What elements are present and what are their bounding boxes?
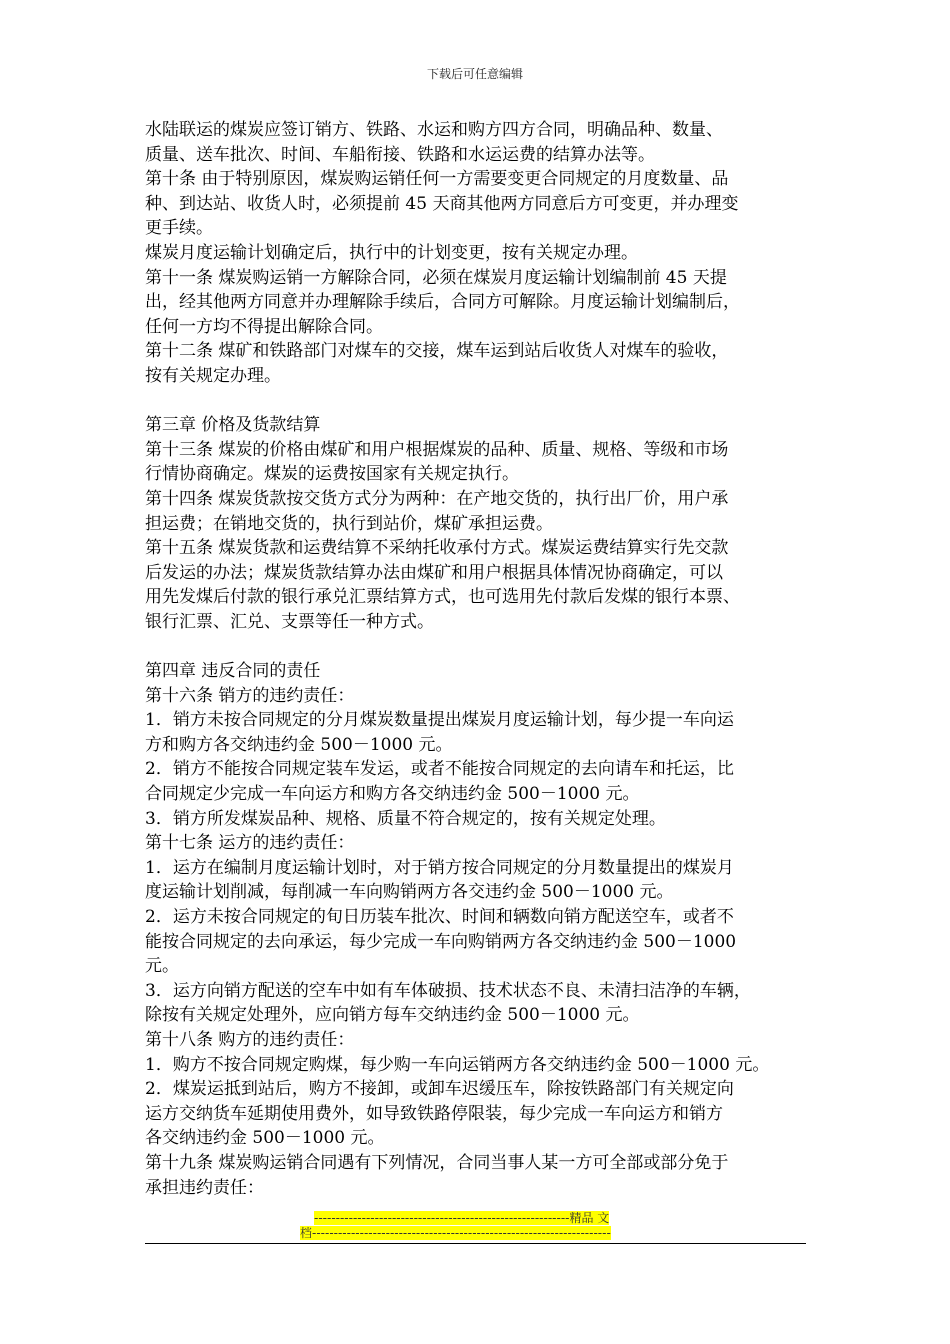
text-line: 除按有关规定处理外，应向销方每车交纳违约金 500－1000 元。 — [145, 1005, 640, 1026]
text-line: 第十二条 煤矿和铁路部门对煤车的交接，煤车运到站后收货人对煤车的验收， — [145, 341, 729, 362]
paragraph — [145, 167, 815, 241]
blank-line — [145, 634, 815, 659]
text-line: 银行汇票、汇兑、支票等任一种方式。 — [145, 611, 434, 632]
paragraph — [145, 708, 815, 757]
text-line: 方和购方各交纳违约金 500－1000 元。 — [145, 734, 453, 755]
text-line: 种、到达站、收货人时，必须提前 45 天商其他两方同意后方可变更，并办理变 — [145, 193, 739, 214]
paragraph — [145, 413, 815, 438]
text-line: 元。 — [145, 956, 179, 977]
paragraph — [145, 905, 815, 979]
paragraph — [145, 979, 815, 1028]
text-line: 运方交纳货车延期使用费外，如导致铁路停限装，每少完成一车向运方和销方 — [145, 1103, 723, 1124]
text-line: 承担违约责任： — [145, 1177, 264, 1198]
paragraph — [145, 536, 815, 634]
text-line: 第十一条 煤炭购运销一方解除合同，必须在煤炭月度运输计划编制前 45 天提 — [145, 267, 727, 288]
paragraph — [145, 266, 815, 340]
text-line: 度运输计划削减，每削减一车向购销两方各交违约金 500－1000 元。 — [145, 882, 674, 903]
footer-banner-line-1 — [300, 1211, 650, 1226]
text-line: 质量、送车批次、时间、车船衔接、铁路和水运运费的结算办法等。 — [145, 144, 655, 165]
paragraph — [145, 339, 815, 388]
page-header-note: 下载后可任意编辑 — [426, 67, 523, 81]
paragraph — [145, 438, 815, 487]
text-line: 任何一方均不得提出解除合同。 — [145, 316, 383, 337]
paragraph — [145, 1151, 815, 1200]
text-line: 2．销方不能按合同规定装车发运，或者不能按合同规定的去向请车和托运，比 — [145, 759, 734, 780]
text-line: 第三章 价格及货款结算 — [145, 415, 321, 436]
text-line: 第十条 由于特别原因，煤炭购运销任何一方需要变更合同规定的月度数量、品 — [145, 169, 729, 190]
paragraph — [145, 757, 815, 806]
paragraph — [145, 1028, 815, 1053]
text-line: 担运费；在销地交货的，执行到站价，煤矿承担运费。 — [145, 513, 553, 534]
paragraph — [145, 684, 815, 709]
text-line: 行情协商确定。煤炭的运费按国家有关规定执行。 — [145, 464, 519, 485]
footer-highlight-2: 档--------------------------------------------------------------------- — [300, 1226, 611, 1240]
text-line: 用先发煤后付款的银行承兑汇票结算方式，也可选用先付款后发煤的银行本票、 — [145, 587, 740, 608]
text-line: 1．运方在编制月度运输计划时，对于销方按合同规定的分月数量提出的煤炭月 — [145, 857, 734, 878]
text-line: 1．销方未按合同规定的分月煤炭数量提出煤炭月度运输计划，每少提一车向运 — [145, 710, 734, 731]
footer-banner — [300, 1211, 650, 1241]
text-line: 各交纳违约金 500－1000 元。 — [145, 1128, 385, 1149]
text-line: 煤炭月度运输计划确定后，执行中的计划变更，按有关规定办理。 — [145, 242, 638, 263]
text-line: 1．购方不按合同规定购煤，每少购一车向运销两方各交纳违约金 500－1000 元。 — [145, 1054, 770, 1075]
text-line: 能按合同规定的去向承运，每少完成一车向购销两方各交纳违约金 500－1000 — [145, 931, 737, 952]
paragraph — [145, 487, 815, 536]
text-line: 3．销方所发煤炭品种、规格、质量不符合规定的，按有关规定处理。 — [145, 808, 666, 829]
paragraph — [145, 856, 815, 905]
text-line: 2．运方未按合同规定的旬日历装车批次、时间和辆数向销方配送空车，或者不 — [145, 907, 734, 927]
blank-line — [145, 389, 815, 414]
text-line: 后发运的办法；煤炭货款结算办法由煤矿和用户根据具体情况协商确定，可以 — [145, 562, 723, 583]
footer-divider — [145, 1243, 806, 1244]
text-line: 按有关规定办理。 — [145, 365, 281, 386]
paragraph — [145, 659, 815, 684]
paragraph — [145, 807, 815, 832]
text-line: 合同规定少完成一车向运方和购方各交纳违约金 500－1000 元。 — [145, 784, 640, 805]
paragraph — [145, 118, 815, 167]
text-line: 更手续。 — [145, 218, 213, 239]
text-line: 第四章 违反合同的责任 — [145, 661, 321, 682]
text-line: 水陆联运的煤炭应签订销方、铁路、水运和购方四方合同，明确品种、数量、 — [145, 120, 723, 140]
text-line: 3．运方向销方配送的空车中如有车体破损、技术状态不良、未清扫洁净的车辆， — [145, 980, 751, 1001]
paragraph — [145, 1077, 815, 1151]
footer-banner-line-2 — [300, 1226, 650, 1241]
text-line: 第十四条 煤炭货款按交货方式分为两种：在产地交货的，执行出厂价，用户承 — [145, 488, 729, 509]
paragraph — [145, 1053, 815, 1078]
text-line: 第十六条 销方的违约责任： — [145, 685, 355, 706]
text-line: 第十九条 煤炭购运销合同遇有下列情况，合同当事人某一方可全部或部分免于 — [145, 1152, 729, 1173]
text-line: 第十八条 购方的违约责任： — [145, 1029, 355, 1050]
text-line: 2．煤炭运抵到站后，购方不接卸，或卸车迟缓压车，除按铁路部门有关规定向 — [145, 1079, 734, 1100]
text-line: 第十七条 运方的违约责任： — [145, 833, 355, 854]
footer-highlight-1: -----------------------------------------------------------精品 文 — [314, 1211, 610, 1225]
text-line: 出，经其他两方同意并办理解除手续后，合同方可解除。月度运输计划编制后， — [145, 292, 740, 313]
paragraph — [145, 831, 815, 856]
paragraph — [145, 241, 815, 266]
text-line: 第十三条 煤炭的价格由煤矿和用户根据煤炭的品种、质量、规格、等级和市场 — [145, 439, 729, 460]
text-line: 第十五条 煤炭货款和运费结算不采纳托收承付方式。煤炭运费结算实行先交款 — [145, 538, 729, 559]
document-body — [145, 118, 815, 1200]
